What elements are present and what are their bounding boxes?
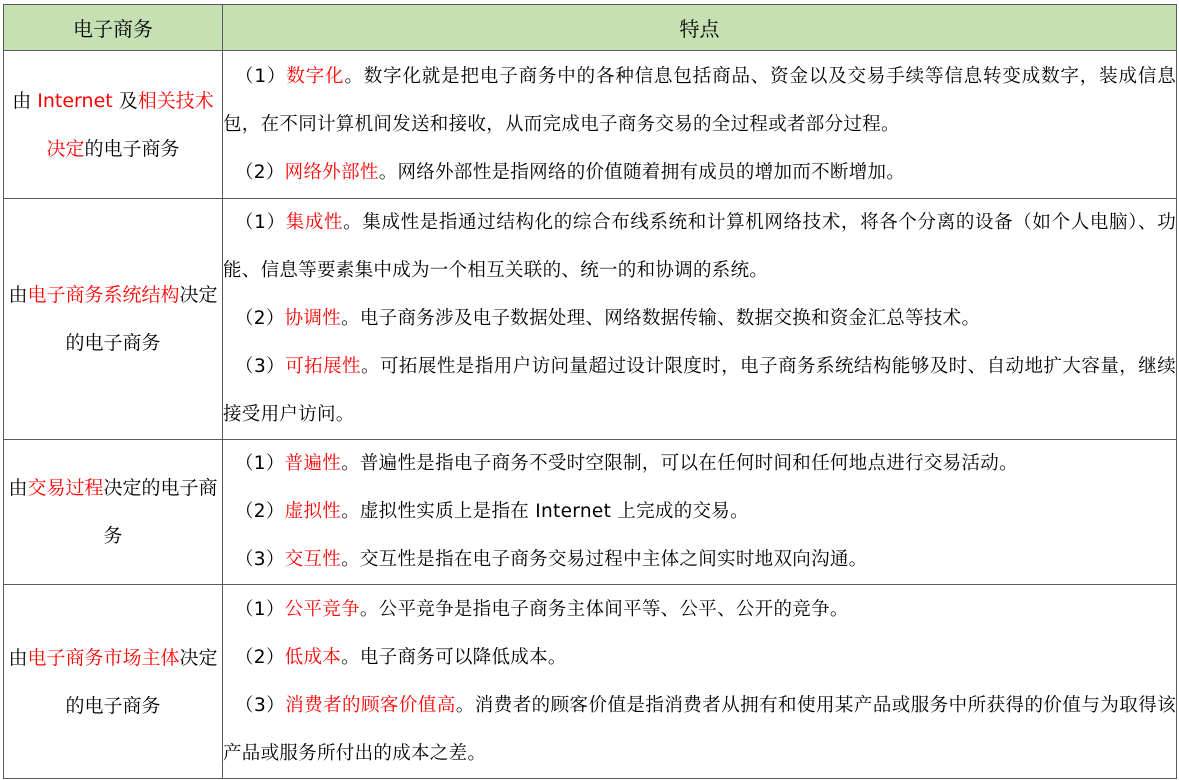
feature-number: （2） <box>235 501 285 522</box>
feature-description: 。虚拟性实质上是指在 Internet 上完成的交易。 <box>341 501 749 522</box>
header-ecommerce: 电子商务 <box>4 5 223 51</box>
features-cell <box>223 440 1177 585</box>
table-row <box>4 440 1177 585</box>
feature-number: （3） <box>235 356 286 377</box>
feature-item <box>223 488 1176 536</box>
feature-term: 网络外部性 <box>284 161 379 183</box>
feature-item <box>223 586 1176 634</box>
feature-term: 虚拟性 <box>284 501 342 522</box>
feature-number: （1） <box>235 212 286 233</box>
table-row <box>4 51 1177 199</box>
category-cell <box>4 51 223 199</box>
feature-term: 普遍性 <box>284 453 342 474</box>
feature-description: 。交互性是指在电子商务交易过程中主体之间实时地双向沟通。 <box>341 549 868 570</box>
feature-term: 集成性 <box>285 212 344 233</box>
feature-term: 低成本 <box>284 646 342 668</box>
feature-item <box>223 199 1176 295</box>
ecommerce-features-table <box>3 4 1177 779</box>
header-features: 特点 <box>223 5 1177 51</box>
feature-term: 消费者的顾客价值高 <box>285 694 456 716</box>
category-prefix: 由 <box>8 477 28 499</box>
feature-item <box>223 53 1176 149</box>
feature-number: （3） <box>235 549 285 570</box>
table-header-row <box>4 5 1177 51</box>
feature-item <box>223 682 1176 778</box>
category-cell <box>4 199 223 440</box>
category-highlight-2: 相关技术决定 <box>46 89 214 160</box>
category-suffix: 决定的电子商务 <box>65 284 218 354</box>
feature-term: 可拓展性 <box>285 356 361 377</box>
feature-number: （1） <box>235 65 287 87</box>
category-highlight: Internet <box>37 89 113 112</box>
category-prefix: 由 <box>12 89 38 112</box>
feature-term: 公平竞争 <box>284 598 360 620</box>
feature-item <box>223 295 1176 343</box>
feature-term: 协调性 <box>284 308 342 329</box>
feature-description: 。普遍性是指电子商务不受时空限制，可以在任何时间和任何地点进行交易活动。 <box>341 453 1018 474</box>
features-cell <box>223 199 1177 440</box>
feature-number: （3） <box>235 694 286 716</box>
category-mid: 及 <box>112 89 138 112</box>
feature-item <box>223 536 1176 584</box>
features-cell <box>223 51 1177 199</box>
feature-term: 交互性 <box>284 549 342 570</box>
feature-description: 。电子商务涉及电子数据处理、网络数据传输、数据交换和资金汇总等技术。 <box>341 308 981 329</box>
feature-description: 。网络外部性是指网络的价值随着拥有成员的增加而不断增加。 <box>378 161 906 183</box>
table-row <box>4 199 1177 440</box>
feature-description: 。消费者的顾客价值是指消费者从拥有和使用某产品或服务中所获得的价值与为取得该产品或服务所付出的成本之差。 <box>223 694 1177 764</box>
feature-number: （2） <box>235 308 285 329</box>
feature-term: 数字化 <box>286 65 345 87</box>
category-prefix: 由 <box>8 646 28 669</box>
feature-item <box>223 149 1176 197</box>
feature-number: （1） <box>235 598 285 620</box>
feature-number: （2） <box>235 646 285 668</box>
features-cell <box>223 585 1177 779</box>
category-suffix: 的电子商务 <box>84 137 180 160</box>
category-suffix: 决定的电子商务 <box>103 477 218 547</box>
feature-description: 。公平竞争是指电子商务主体间平等、公平、公开的竞争。 <box>359 598 849 620</box>
table-row <box>4 585 1177 779</box>
feature-description: 。可拓展性是指用户访问量超过设计限度时，电子商务系统结构能够及时、自动地扩大容量，继续接受用户访问。 <box>223 356 1177 425</box>
category-highlight: 电子商务系统结构 <box>27 284 180 306</box>
feature-description: 。数字化就是把电子商务中的各种信息包括商品、资金以及交易手续等信息转变成数字，装成信息包，在不同计算机间发送和接收，从而完成电子商务交易的全过程或者部分过程。 <box>223 65 1176 135</box>
feature-description: 。电子商务可以降低成本。 <box>341 646 567 668</box>
category-suffix: 决定的电子商务 <box>65 646 218 717</box>
feature-number: （1） <box>235 453 285 474</box>
feature-item <box>223 634 1176 682</box>
feature-number: （2） <box>235 161 285 183</box>
category-highlight: 电子商务市场主体 <box>27 646 180 669</box>
feature-item <box>223 440 1176 488</box>
feature-description: 。集成性是指通过结构化的综合布线系统和计算机网络技术，将各个分离的设备（如个人电脑）、功能、信息等要素集中成为一个相互关联的、统一的和协调的系统。 <box>223 212 1177 281</box>
category-cell <box>4 585 223 779</box>
feature-item <box>223 343 1176 439</box>
category-prefix: 由 <box>8 284 28 306</box>
category-highlight: 交易过程 <box>27 477 104 499</box>
category-cell <box>4 440 223 585</box>
